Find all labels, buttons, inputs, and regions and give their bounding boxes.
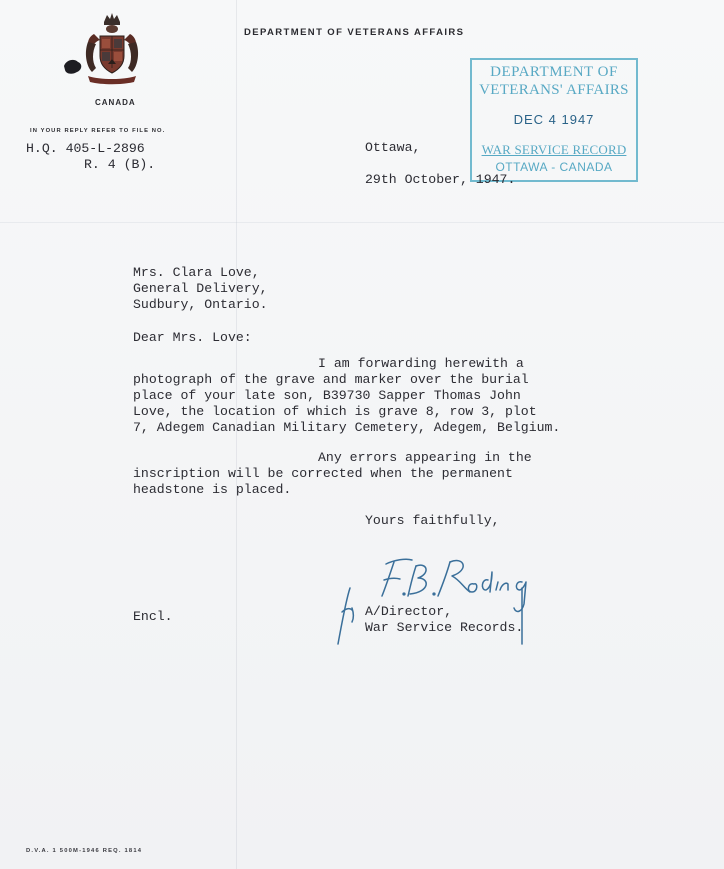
reply-reference-label: IN YOUR REPLY REFER TO FILE NO. [30, 128, 166, 134]
form-number-footer: D.V.A. 1 500M-1946 REQ. 1814 [26, 848, 143, 854]
place: Ottawa, [365, 140, 421, 155]
address-line-3: Sudbury, Ontario. [133, 297, 268, 312]
stamp-line-records: WAR SERVICE RECORD [481, 142, 627, 157]
file-number: H.Q. 405-L-2896 [26, 141, 145, 156]
stamp-line-veterans: VETERANS' AFFAIRS [479, 82, 629, 98]
body-p1-line-1: I am forwarding herewith a [318, 356, 524, 371]
salutation: Dear Mrs. Love: [133, 330, 252, 345]
letter-date: 29th October, 1947. [365, 172, 516, 187]
coat-of-arms-icon [82, 12, 142, 86]
signatory-title: A/Director, [365, 604, 453, 619]
closing: Yours faithfully, [365, 513, 500, 528]
body-p1-line-4: Love, the location of which is grave 8, row 3, plot [133, 404, 537, 419]
country-label: CANADA [95, 98, 136, 107]
address-line-1: Mrs. Clara Love, [133, 265, 260, 280]
ink-blot [62, 58, 84, 76]
department-header: DEPARTMENT OF VETERANS AFFAIRS [244, 27, 465, 38]
signatory-office: War Service Records. [365, 620, 524, 635]
body-p2-line-2: inscription will be corrected when the permanent [133, 466, 513, 481]
body-p1-line-3: place of your late son, B39730 Sapper Thomas John [133, 388, 521, 403]
received-stamp [470, 58, 638, 182]
body-p2-line-3: headstone is placed. [133, 482, 292, 497]
paper-fold-horizontal [0, 222, 724, 223]
body-p1-line-5: 7, Adegem Canadian Military Cemetery, Adegem, Belgium. [133, 420, 561, 435]
stamp-line-department: DEPARTMENT OF [490, 64, 618, 80]
file-sub-number: R. 4 (B). [84, 157, 156, 172]
body-p1-line-2: photograph of the grave and marker over the burial [133, 372, 529, 387]
body-p2-line-1: Any errors appearing in the [318, 450, 532, 465]
stamp-date: DEC 4 1947 [513, 112, 595, 127]
enclosure-note: Encl. [133, 609, 173, 624]
address-line-2: General Delivery, [133, 281, 268, 296]
stamp-line-location: OTTAWA - CANADA [495, 160, 613, 174]
